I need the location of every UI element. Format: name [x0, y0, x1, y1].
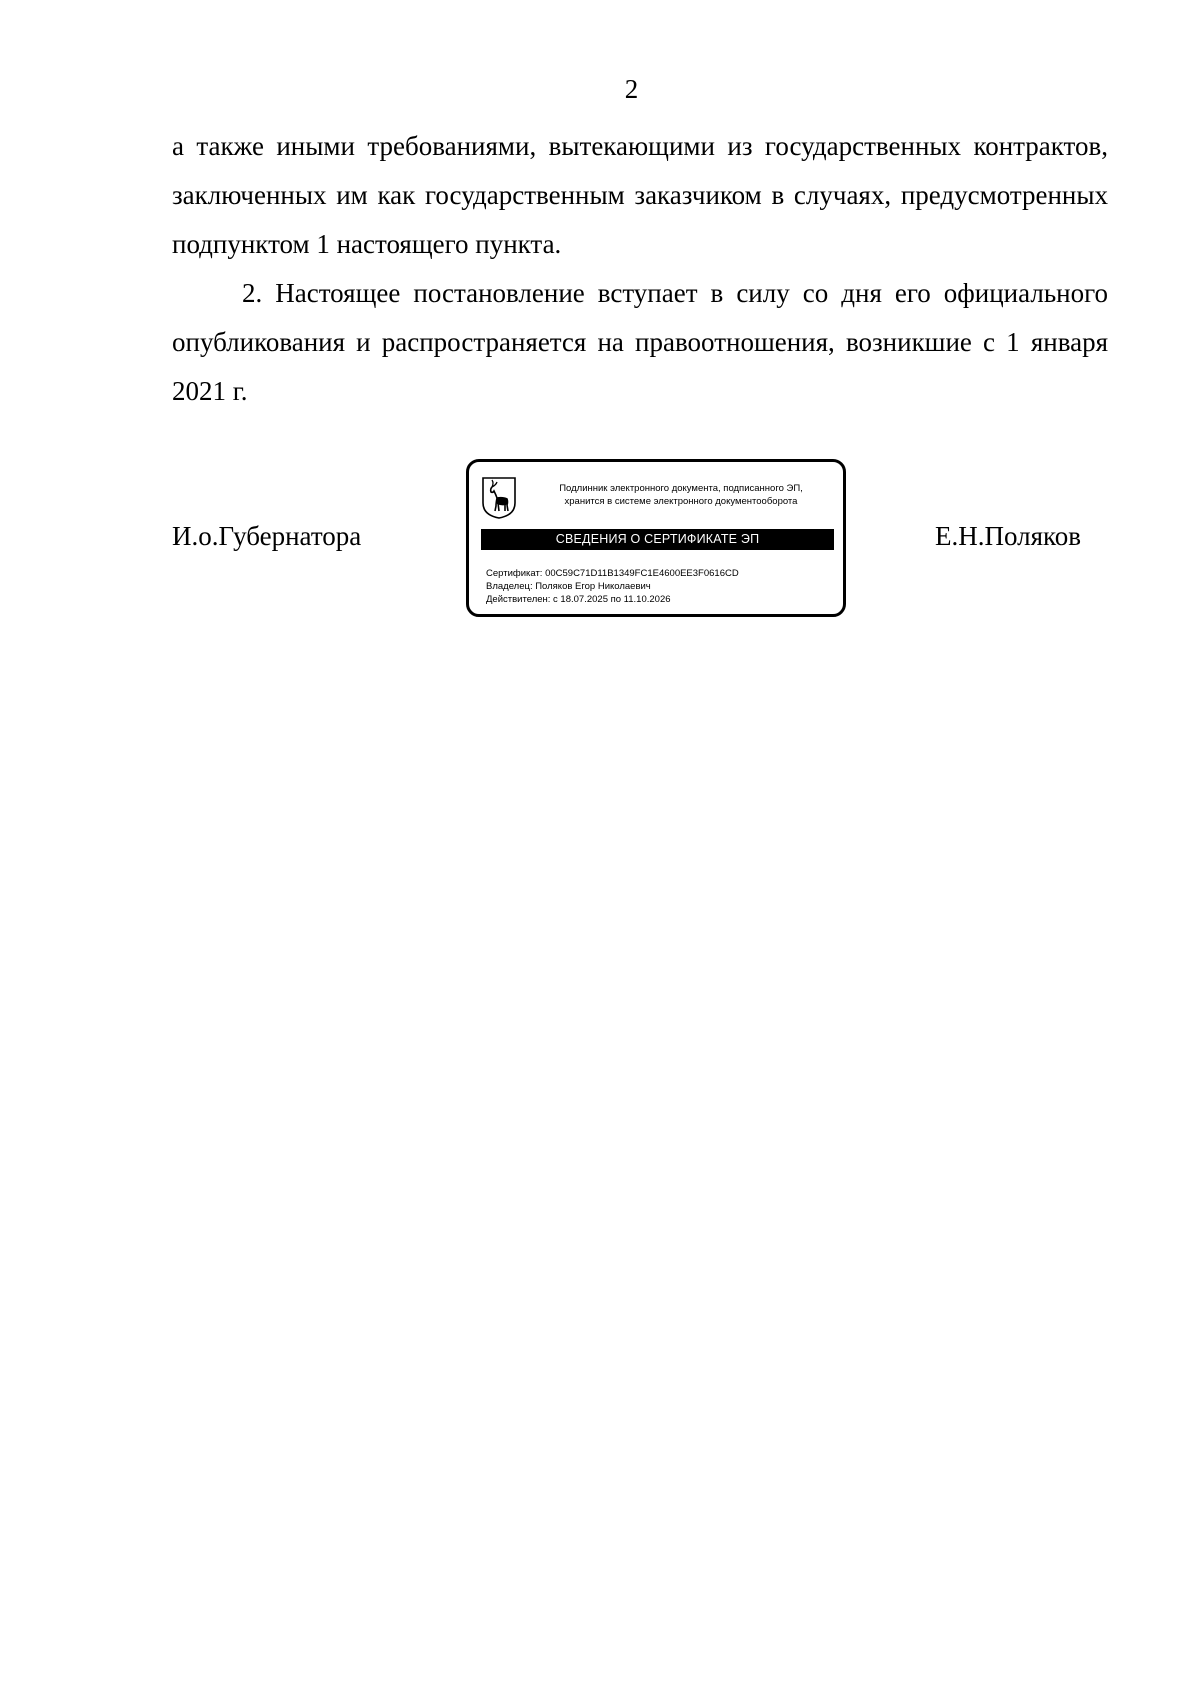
stamp-notice-line-2: хранится в системе электронного документооборота — [564, 496, 798, 507]
document-body — [172, 122, 1108, 416]
stamp-certificate-number: Сертификат: 00C59C71D11B1349FC1E4600EE3F0616CD — [486, 568, 739, 579]
stamp-owner: Владелец: Поляков Егор Николаевич — [486, 581, 651, 592]
stamp-notice — [525, 482, 837, 508]
stamp-certificate-details — [486, 567, 836, 606]
paragraph-continuation: а также иными требованиями, вытекающими из государственных контрактов, заключенных им как государственным заказчиком в случаях, предусмотренных подпунктом 1 настоящего пункта. — [172, 131, 1108, 259]
stamp-notice-line-1: Подлинник электронного документа, подписанного ЭП, — [559, 483, 803, 494]
e-signature-stamp — [466, 459, 846, 617]
paragraph-item-2: 2. Настоящее постановление вступает в силу со дня его официального опубликования и распространяется на правоотношения, возникшие с 1 января 2021 г. — [172, 278, 1108, 406]
page-number: 2 — [624, 74, 639, 104]
signer-name: Е.Н.Поляков — [935, 521, 1082, 551]
deer-coat-of-arms-icon — [481, 476, 517, 520]
stamp-validity: Действителен: с 18.07.2025 по 11.10.2026 — [486, 594, 671, 605]
stamp-banner: СВЕДЕНИЯ О СЕРТИФИКАТЕ ЭП — [481, 529, 834, 550]
signer-title: И.о.Губернатора — [172, 521, 362, 551]
